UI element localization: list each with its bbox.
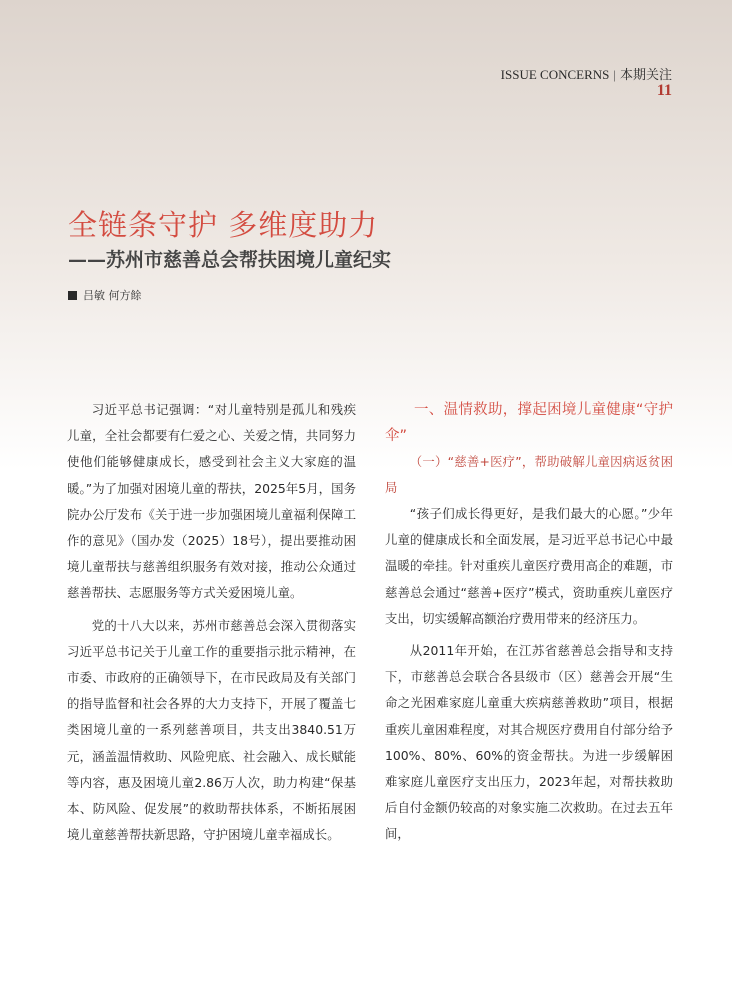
author-line bbox=[68, 287, 142, 303]
section-heading: 一、温情救助，撑起困境儿童健康“守护伞” bbox=[385, 402, 673, 444]
running-header bbox=[477, 64, 672, 83]
page-number: 11 bbox=[656, 82, 672, 99]
subsection-heading: （一）“慈善+医疗”，帮助破解儿童因病返贫困局 bbox=[385, 454, 673, 495]
square-bullet-icon bbox=[68, 291, 77, 300]
left-column bbox=[67, 397, 356, 848]
body-paragraph: 党的十八大以来，苏州市慈善总会深入贯彻落实习近平总书记关于儿童工作的重要指示批示精神，在市委、市政府的正确领导下，在市民政局及有关部门的指导监督和社会各界的大力支持下，开展了覆盖七类困境儿童的一系列慈善项目，共支出3840.51万元，涵盖温情救助、风险兜底、社会融入、成长赋能等内容，惠及困境儿童2.86万人次，助力构建“保基本、防风险、促发展”的救助帮扶体系，不断拓展困境儿童慈善帮扶新思路，守护困境儿童幸福成长。 bbox=[67, 617, 356, 843]
authors: 吕敏 何方餘 bbox=[83, 289, 142, 302]
body-paragraph: 习近平总书记强调：“对儿童特别是孤儿和残疾儿童，全社会都要有仁爱之心、关爱之情，共同努力使他们能够健康成长，感受到社会主义大家庭的温暖。”为了加强对困境儿童的帮扶，2025年5月，国务院办公厅发布《关于进一步加强困境儿童福利保障工作的意见》（国办发（2025）18号），提出要推动困境儿童帮扶与慈善组织服务有效对接，推动公众通过慈善帮扶、志愿服务等方式关爱困境儿童。 bbox=[67, 402, 356, 601]
body-paragraph: 从2011年开始，在江苏省慈善总会指导和支持下，市慈善总会联合各县级市（区）慈善会开展“生命之光困难家庭儿童重大疾病慈善救助”项目，根据重疾儿童困难程度，对其合规医疗费用自付部分给予100%、80%、60%的资金帮扶。为进一步缓解困难家庭儿童医疗支出压力，2023年起，对帮扶救助后自付金额仍较高的对象实施二次救助。在过去五年间， bbox=[385, 643, 673, 842]
issue-label: ISSUE CONCERNS bbox=[500, 67, 610, 82]
article-title: 全链条守护 多维度助力 bbox=[68, 208, 379, 242]
article-subtitle: ——苏州市慈善总会帮扶困境儿童纪实 bbox=[68, 249, 392, 271]
header-separator: | bbox=[613, 67, 616, 82]
column-label: 本期关注 bbox=[619, 67, 672, 82]
right-column bbox=[385, 397, 673, 848]
body-paragraph: “孩子们成长得更好，是我们最大的心愿。”少年儿童的健康成长和全面发展，是习近平总书记心中最温暖的牵挂。针对重疾儿童医疗费用高企的难题，市慈善总会通过“慈善+医疗”模式，资助重疾儿童医疗支出，切实缓解高额治疗费用带来的经济压力。 bbox=[385, 506, 673, 626]
